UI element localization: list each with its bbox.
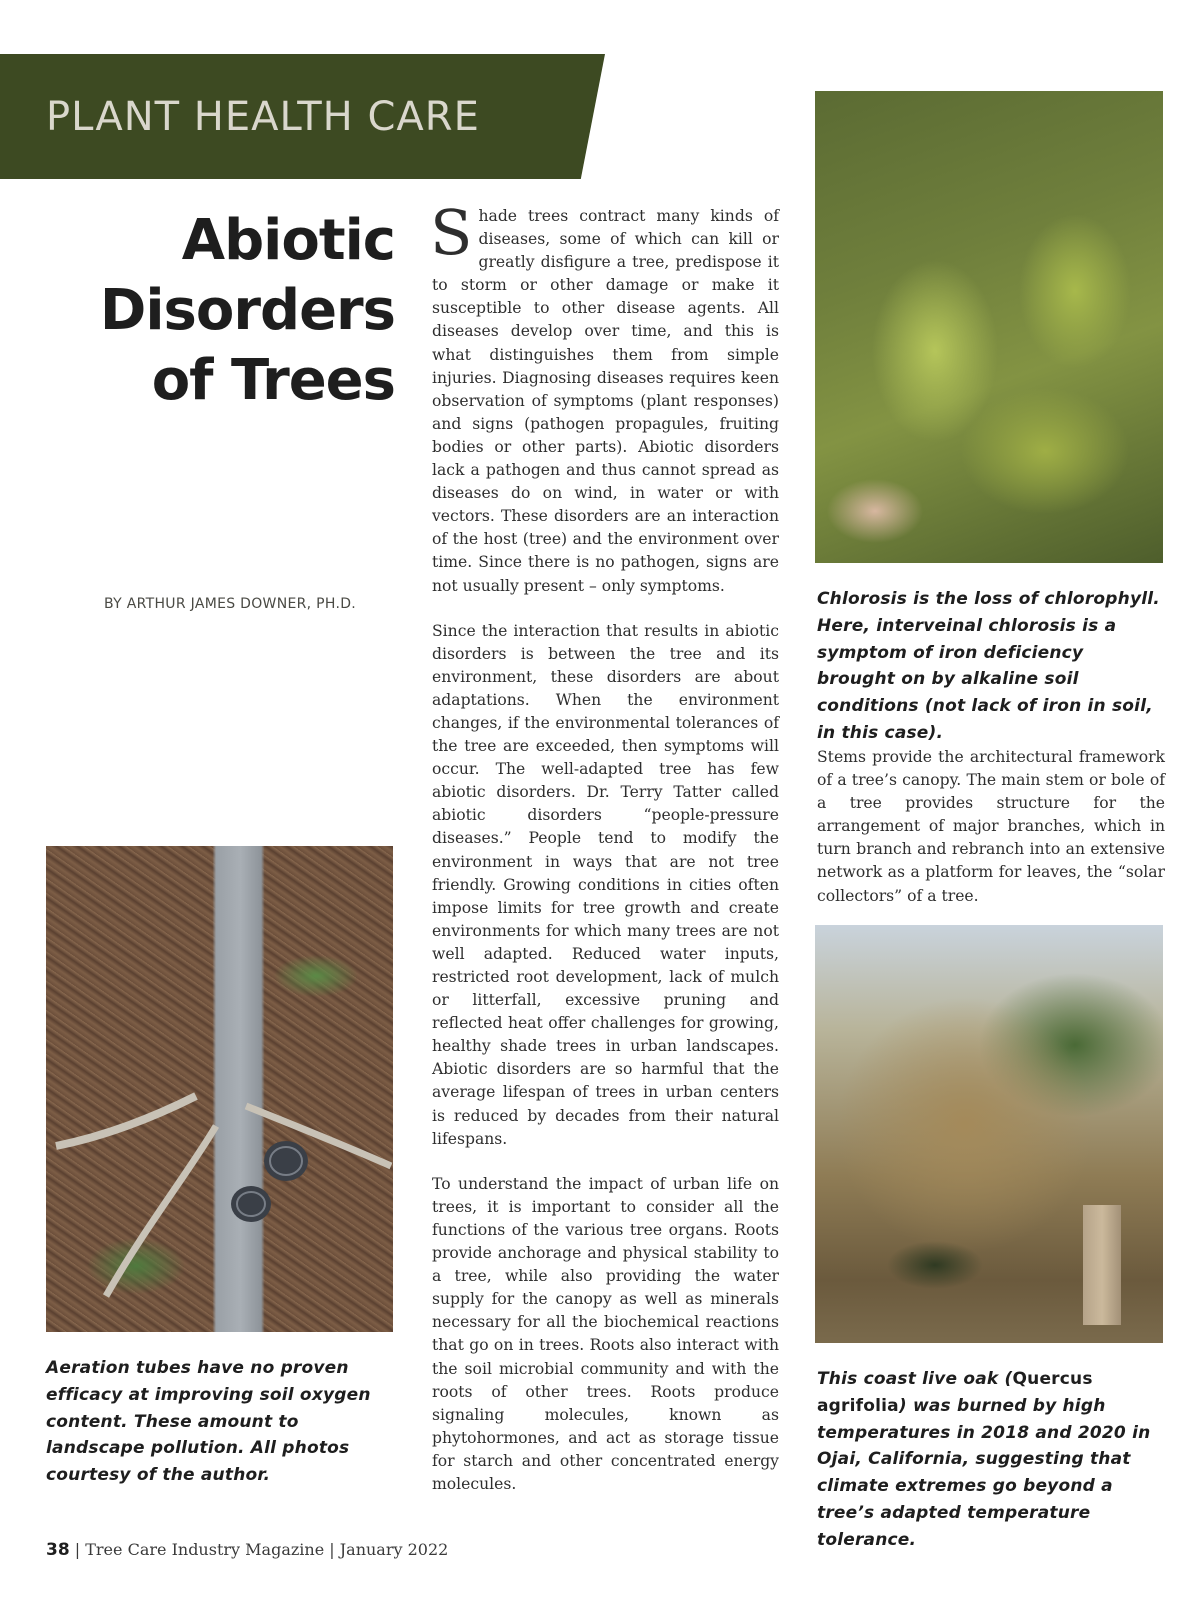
drop-cap: S <box>430 196 473 269</box>
tree-photo-caption: Aeration tubes have no proven efficacy at improving soil oxygen content. These amount to landscape pollution. All photos courtesy of the author. <box>46 1358 371 1486</box>
paragraph-3: To understand the impact of urban life on trees, it is important to consider all the functions of the various tree organs. Roots provide anchorage and physical stability to a tree, while also providing the water supply for the canopy as well as minerals necessary for all the biochemical reactions that go on in trees. Roots also interact with the soil microbial community and with the roots of other trees. Roots produce signaling molecules, known as phytohormones, and act as storage tissue for starch and other concentrated energy molecules. <box>432 1174 779 1493</box>
title-line-3: of Trees <box>151 348 395 413</box>
oak-caption-post: ) was burned by high temperatures in 2018 and 2020 in Ojai, California, suggesting that climate extremes go beyond a tree’s adapted temperature tolerance. <box>817 1395 1151 1550</box>
article-body <box>430 196 779 1518</box>
paragraph-2: Since the interaction that results in abiotic disorders is between the tree and its environment, these disorders are about adaptations. When the environment changes, if the environmental tolerances of the tree are exceeded, then symptoms will occur. The well-adapted tree has few abiotic disorders. Dr. Terry Tatter called abiotic disorders “people-pressure diseases.” People tend to modify the environment in ways that are not tree friendly. Growing conditions in cities often impose limits for tree growth and create environments for which many trees are not well adapted. Reduced water inputs, restricted root development, lack of mulch or litterfall, excessive pruning and reflected heat offer challenges for growing, healthy shade trees in urban landscapes. Abiotic disorders are so harmful that the average lifespan of trees in urban centers is reduced by decades from their natural lifespans. <box>432 621 779 1148</box>
stone-sign <box>1083 1205 1121 1325</box>
title-line-1: Abiotic <box>181 208 395 273</box>
footer-text: | Tree Care Industry Magazine | January 2022 <box>69 1540 449 1559</box>
oak-caption-species: Quercus agrifolia <box>817 1369 1093 1416</box>
author-byline: BY ARTHUR JAMES DOWNER, PH.D. <box>104 596 357 612</box>
paragraph-1 <box>430 196 779 598</box>
article-title <box>40 206 395 416</box>
oak-caption-pre: This coast live oak ( <box>817 1369 1013 1389</box>
page-footer <box>46 1540 448 1560</box>
title-line-2: Disorders <box>99 278 395 343</box>
paragraph-1-text: hade trees contract many kinds of diseases, some of which can kill or greatly disfigure a tree, predispose it to storm or other damage or make it susceptible to other disease agents. All diseases develop over time, and this is what distinguishes them from simple injuries. Diagnosing diseases requires keen observation of symptoms (plant responses) and signs (pathogen propagules, fruiting bodies or other parts). Abiotic disorders lack a pathogen and thus cannot spread as diseases do on wind, in water or with vectors. These disorders are an interaction of the host (tree) and the environment over time. Since there is no pathogen, signs are not usually present – only symptoms. <box>432 207 779 595</box>
aeration-tubes-icon <box>46 846 393 1332</box>
leaf-photo-caption: Chlorosis is the loss of chlorophyll. Here, interveinal chlorosis is a symptom of iron deficiency brought on by alkaline soil conditions (not lack of iron in soil, in this case). <box>817 589 1160 743</box>
section-label: PLANT HEALTH CARE <box>46 94 480 140</box>
aeration-tubes-photo <box>46 846 393 1332</box>
chlorosis-leaf-photo <box>815 91 1163 563</box>
stems-paragraph: Stems provide the architectural framework of a tree’s canopy. The main stem or bole of a tree provides structure for the arrangement of major branches, which in turn branch and rebranch into an extensive network as a platform for leaves, the “solar collectors” of a tree. <box>817 748 1165 905</box>
coast-live-oak-photo <box>815 925 1163 1343</box>
oak-photo-caption <box>817 1366 1172 1554</box>
page-number: 38 <box>46 1540 70 1560</box>
